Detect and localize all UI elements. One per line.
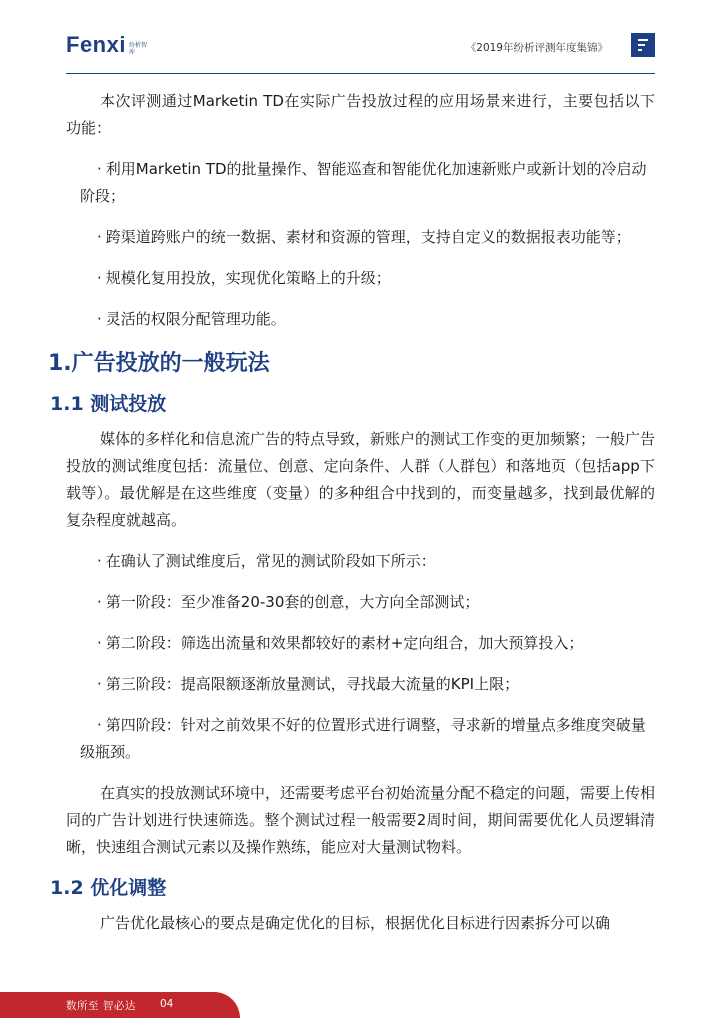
- list-item: · 第二阶段：筛选出流量和效果都较好的素材+定向组合，加大预算投入；: [97, 634, 584, 652]
- header-divider: [66, 73, 655, 74]
- subsection-heading: 1.1 测试投放: [50, 393, 167, 415]
- list-item: · 第四阶段：针对之前效果不好的位置形式进行调整，寻求新的增量点多维度突破量级瓶颈。: [80, 716, 646, 761]
- list-item: · 规模化复用投放，实现优化策略上的升级；: [97, 269, 391, 287]
- logo-subtext: 纷析智库: [128, 42, 147, 56]
- body-paragraph: 在真实的投放测试环境中，还需要考虑平台初始流量分配不稳定的问题，需要上传相同的广告计划进行快速筛选。整个测试过程一般需要2周时间，期间需要优化人员逻辑清晰，快速组合测试元素以及操作熟练，能应对大量测试物料。: [66, 784, 656, 856]
- logo-wordmark: Fenxi: [66, 32, 126, 57]
- list-item: · 第三阶段：提高限额逐渐放量测试，寻找最大流量的KPI上限；: [97, 675, 520, 693]
- page-content: [48, 88, 656, 937]
- footer-slogan: 数所至 智必达: [66, 1000, 136, 1012]
- intro-paragraph: 本次评测通过Marketin TD在实际广告投放过程的应用场景来进行，主要包括以下功能：: [66, 92, 655, 137]
- page-footer: [0, 992, 720, 1018]
- list-item: · 第一阶段：至少准备20-30套的创意，大方向全部测试；: [97, 593, 480, 611]
- page-number: 04: [160, 998, 174, 1010]
- list-item: · 利用Marketin TD的批量操作、智能巡查和智能优化加速新账户或新计划的冷启动阶段；: [80, 160, 647, 205]
- document-icon: [631, 33, 655, 57]
- list-item: · 在确认了测试维度后，常见的测试阶段如下所示：: [97, 552, 436, 570]
- list-item: · 跨渠道跨账户的统一数据、素材和资源的管理，支持自定义的数据报表功能等；: [97, 228, 631, 246]
- section-heading: 1.广告投放的一般玩法: [48, 351, 270, 376]
- list-item: · 灵活的权限分配管理功能。: [97, 310, 286, 328]
- body-paragraph: 媒体的多样化和信息流广告的特点导致，新账户的测试工作变的更加频繁；一般广告投放的测试维度包括：流量位、创意、定向条件、人群（人群包）和落地页（包括app下载等）。最优解是在这些维度（变量）的多种组合中找到的，而变量越多，找到最优解的复杂程度就越高。: [66, 430, 656, 529]
- subsection-heading: 1.2 优化调整: [50, 877, 167, 899]
- document-title: 《2019年纷析评测年度集锦》: [465, 42, 608, 54]
- page-header: [0, 0, 720, 80]
- body-paragraph: 广告优化最核心的要点是确定优化的目标，根据优化目标进行因素拆分可以确: [100, 914, 611, 932]
- fenxi-logo: [66, 34, 149, 56]
